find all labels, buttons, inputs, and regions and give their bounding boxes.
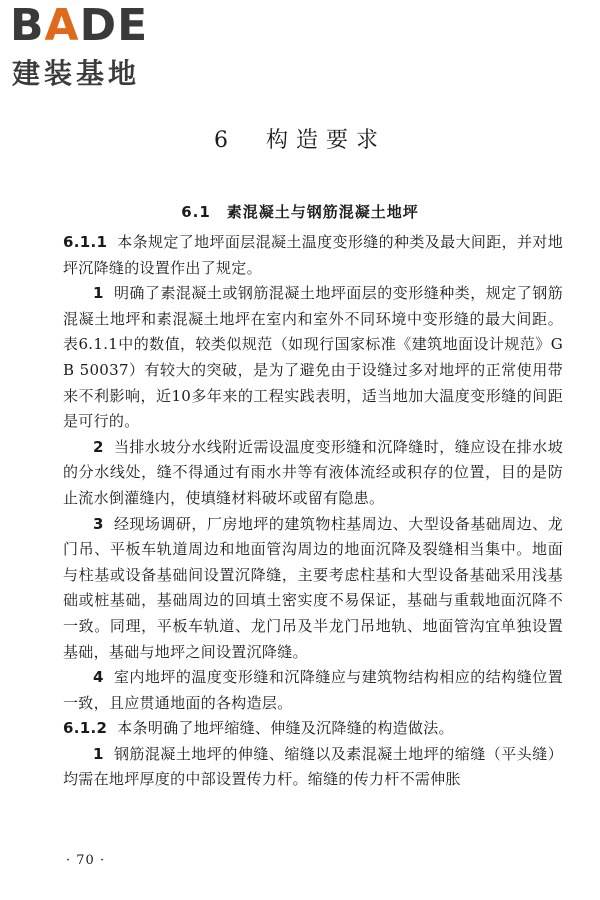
body-text [63,230,563,793]
item-text: 经现场调研，厂房地坪的建筑物柱基周边、大型设备基础周边、龙门吊、平板车轨道周边和地面管沟周边的地面沉降及裂缝相当集中。地面与柱基或设备基础间设置沉降缝，主要考虑柱基和大型设备基础采用浅基础或桩基础，基础周边的回填土密实度不易保证，基础与重载地面沉降不一致。同理，平板车轨道、龙门吊及半龙门吊地轨、地面管沟宜单独设置基础，基础与地坪之间设置沉降缝。 [63,514,563,661]
bade-logo [10,0,180,94]
item-number: 4 [93,668,104,687]
item-2 [63,435,563,512]
item-4 [63,665,563,716]
logo-letter-b: B [10,0,45,51]
item-number: 2 [93,437,104,456]
item-text: 明确了素混凝土或钢筋混凝土地坪面层的变形缝种类，规定了钢筋混凝土地坪和素混凝土地坪在室内和室外不同环境中变形缝的最大间距。表6.1.1中的数值，较类似规范（如现行国家标准《建筑地面设计规范》GB 50037）有较大的突破，是为了避免由于设缝过多对地坪的正常使用带来不利影响，近10多年来的工程实践表明，适当地加大温度变形缝的间距是可行的。 [63,284,563,431]
page-number: · 70 · [66,853,106,868]
clause-number: 6.1.2 [63,719,108,738]
item-1 [63,281,563,435]
clause-text: 本条规定了地坪面层混凝土温度变形缝的种类及最大间距，并对地坪沉降缝的设置作出了规定。 [63,233,563,277]
logo-letter-a-accent: A [44,0,80,51]
item-number: 1 [93,284,104,303]
clause-6-1-2 [63,716,563,742]
item-text: 室内地坪的温度变形缝和沉降缝应与建筑物结构相应的结构缝位置一致，且应贯通地面的各构造层。 [63,668,563,712]
section-title: 6.1 素混凝土与钢筋混凝土地坪 [181,203,419,221]
item-number: 1 [93,744,104,763]
chapter-title: 6 构造要求 [214,128,386,153]
clause-number: 6.1.1 [63,233,108,251]
logo-subtitle: 建装基地 [12,57,141,90]
item-1-continued [63,742,563,793]
clause-6-1-1 [63,230,563,281]
logo-letters-de: DE [79,0,149,51]
item-text: 钢筋混凝土地坪的伸缝、缩缝以及素混凝土地坪的缩缝（平头缝）均需在地坪厚度的中部设置传力杆。缩缝的传力杆不需伸胀 [63,744,563,789]
item-3 [63,512,563,666]
item-text: 当排水坡分水线附近需设温度变形缝和沉降缝时，缝应设在排水坡的分水线处，缝不得通过有雨水井等有液体流经或积存的位置，目的是防止流水倒灌缝内，使填缝材料破坏或留有隐患。 [63,437,563,507]
item-number: 3 [93,514,104,533]
clause-text: 本条明确了地坪缩缝、伸缝及沉降缝的构造做法。 [117,719,454,738]
logo-wordmark [10,0,149,51]
